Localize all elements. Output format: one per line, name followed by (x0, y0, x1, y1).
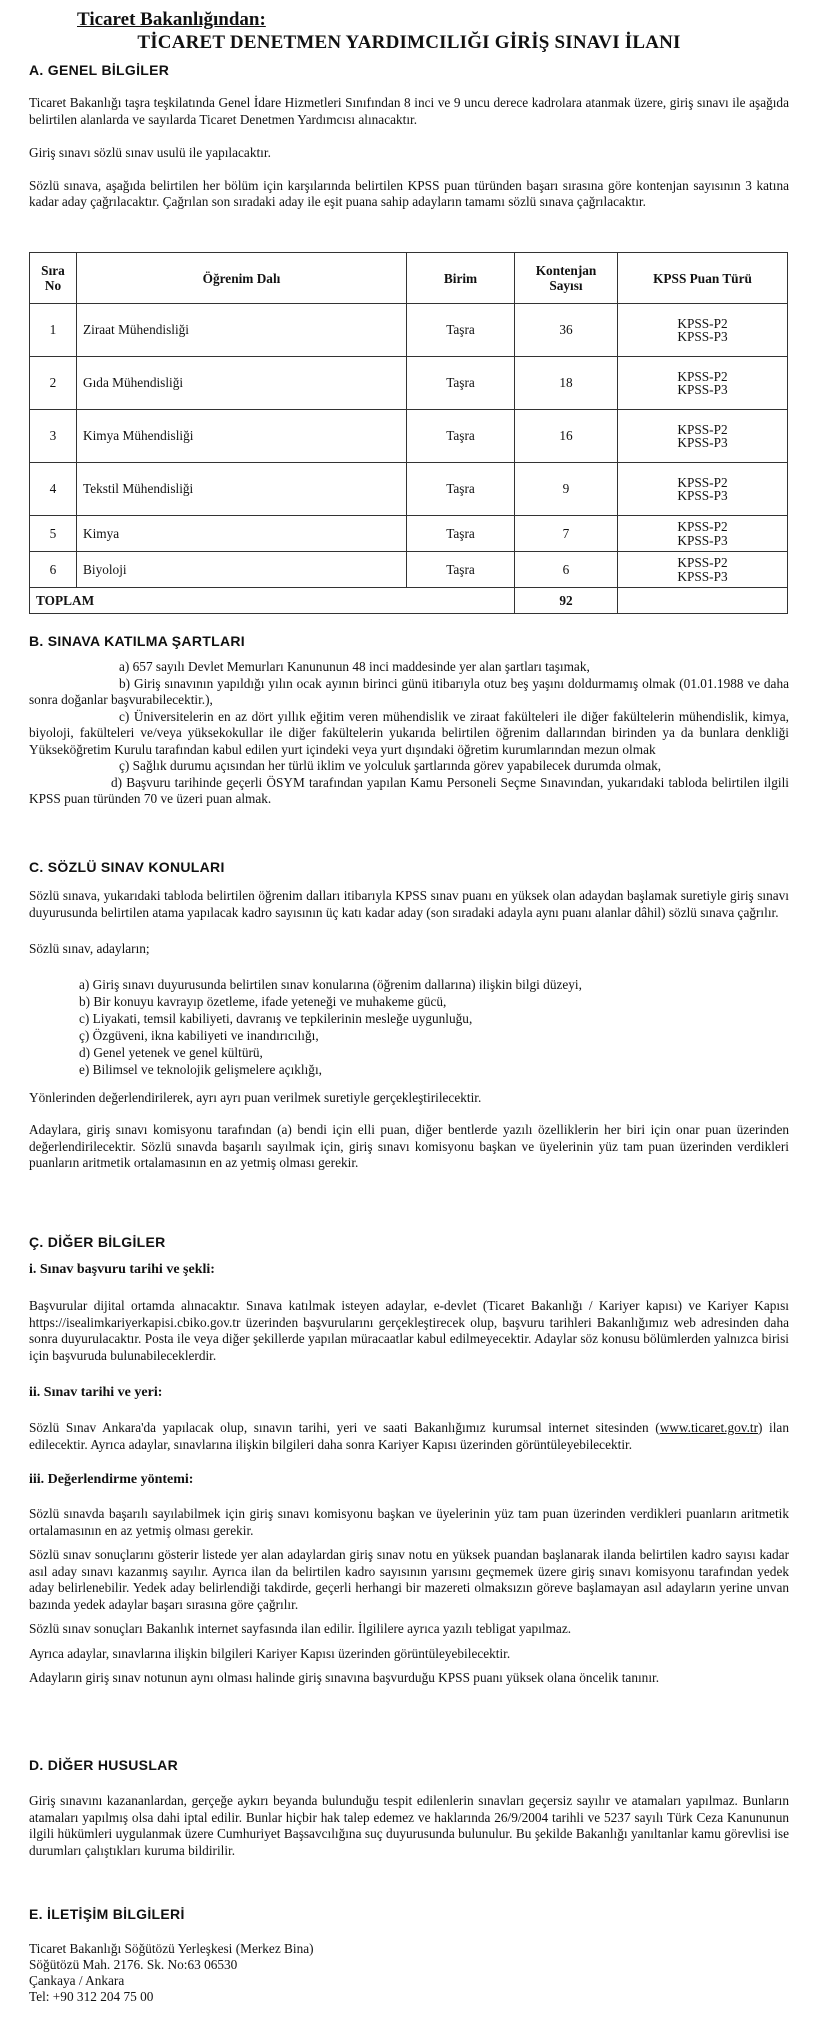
cell-kontenjan: 9 (515, 463, 618, 516)
table-row (30, 357, 788, 410)
list-item: d) Genel yetenek ve genel kültürü, (79, 1044, 263, 1060)
col-header-no: Sıra No (30, 253, 77, 304)
section-e-heading: E. İLETİŞİM BİLGİLERİ (29, 1906, 185, 1922)
kpss-p2: KPSS-P2 (677, 474, 728, 490)
contact-line: Söğütözü Mah. 2176. Sk. No:63 06530 (29, 1957, 238, 1972)
section-a-paragraph: Giriş sınavı sözlü sınav usulü ile yapılacaktır. (29, 145, 271, 160)
section-e (29, 1906, 789, 2005)
list-item: b) Bir konuyu kavrayıp özetleme, ifade yeteneği ve muhakeme gücü, (79, 993, 447, 1009)
section-c-paragraph: Sözlü sınava, yukarıdaki tabloda belirtilen öğrenim dalları itibarıyla KPSS sınav puanı en yüksek olan adaydan başlamak suretiyle giriş sınavı duyurusunda belirtilen atama yapılacak kadro sayısının üç katı kadar aday (son sıradaki adayla aynı puanı alanlar dâhil) sözlü sınava çağrılır. (29, 888, 789, 920)
cell-no: 4 (30, 463, 77, 516)
contact-info (29, 1941, 789, 2005)
header (29, 9, 789, 54)
exam-place-text: Sözlü Sınav Ankara'da yapılacak olup, sınavın tarihi, yeri ve saati Bakanlığımız kurumsal internet sitesinden ( (29, 1420, 660, 1435)
cell-birim: Taşra (407, 410, 515, 463)
section-b (29, 633, 789, 808)
kpss-p2: KPSS-P2 (677, 555, 728, 570)
cell-kpss (618, 410, 788, 463)
org-title: Ticaret Bakanlığından: (77, 9, 266, 30)
table-total-row (30, 588, 788, 614)
condition-c: c) Üniversitelerin en az dört yıllık eğitim veren mühendislik ve ziraat fakülteleri ile diğer fakültelerin mühendislik, kimya, biyoloji, fakülteleri ve/veya yüksekokullar ile diğer fakültelerin yukarıda belirtilen öğrenim dallarından birinden ya da bunlara denkliği Yükseköğretim Kurulu tarafından kabul edilen yurt içindeki veya yurt dışındaki öğretim kurumlarından mezun olmak (29, 708, 789, 757)
cell-kontenjan: 18 (515, 357, 618, 410)
cell-kontenjan: 36 (515, 304, 618, 357)
list-item: c) Liyakati, temsil kabiliyeti, davranış ve tepkilerinin mesleğe uygunluğu, (79, 1010, 473, 1026)
subsection-iii-paragraph: Sözlü sınav sonuçları Bakanlık internet sayfasında ilan edilir. İlgililere ayrıca yazılı tebligat yapılmaz. (29, 1621, 572, 1636)
contact-phone: Tel: +90 312 204 75 00 (29, 1989, 154, 2004)
evaluation-criteria-list (29, 976, 789, 1078)
kpss-p3: KPSS-P3 (677, 382, 728, 397)
subsection-ii-paragraph (29, 1420, 789, 1453)
section-a (29, 62, 789, 211)
cell-birim: Taşra (407, 357, 515, 410)
subsection-iii-heading: iii. Değerlendirme yöntemi: (29, 1472, 194, 1487)
section-d-paragraph: Giriş sınavını kazananlardan, gerçeğe aykırı beyanda bulunduğu tespit edilenlerin sınavları geçersiz sayılır ve atamaları yapılmaz. Bunların atamaları yapılmış olsa dahi iptal edilir. Bunlar hiçbir hak talep edemez ve haklarında 26/9/2004 tarihli ve 5237 sayılı Türk Ceza Kanununun ilgili hükümleri uygulanmak üzere Cumhuriyet Başsavcılığına suç duyurusunda bulunulur. Bu şekilde Bakanlığı yanıltanlar kamu görevlisi ise durumları çalıştıkları kuruma bildirilir. (29, 1793, 789, 1858)
kpss-p3: KPSS-P3 (677, 329, 728, 344)
kpss-p2: KPSS-P2 (677, 368, 728, 384)
cell-kpss (618, 552, 788, 588)
cell-birim: Taşra (407, 516, 515, 552)
table-row (30, 304, 788, 357)
cell-kontenjan: 16 (515, 410, 618, 463)
section-c-heading: C. SÖZLÜ SINAV KONULARI (29, 859, 225, 875)
cell-no: 2 (30, 357, 77, 410)
section-c (29, 859, 789, 1172)
table-row (30, 552, 788, 588)
section-d (29, 1757, 789, 1859)
subsection-i-heading: i. Sınav başvuru tarihi ve şekli: (29, 1262, 215, 1277)
section-d-heading: D. DİĞER HUSUSLAR (29, 1757, 178, 1773)
kpss-p3: KPSS-P3 (677, 568, 728, 584)
cell-dal: Kimya (77, 516, 407, 552)
kpss-p3: KPSS-P3 (677, 532, 728, 548)
condition-cc: ç) Sağlık durumu açısından her türlü iklim ve yolculuk şartlarında görev yapabilecek durumda olmak, (119, 758, 662, 773)
kpss-p2: KPSS-P2 (677, 315, 728, 331)
kpss-p2: KPSS-P2 (677, 421, 728, 437)
cell-kpss (618, 516, 788, 552)
table-row (30, 463, 788, 516)
page-title: TİCARET DENETMEN YARDIMCILIĞI GİRİŞ SINAVI İLANI (137, 32, 681, 53)
cell-birim: Taşra (407, 304, 515, 357)
cell-dal: Ziraat Mühendisliği (77, 304, 407, 357)
cell-birim: Taşra (407, 552, 515, 588)
kpss-p3: KPSS-P3 (677, 488, 728, 503)
col-header-birim: Birim (407, 253, 515, 304)
kpss-p3: KPSS-P3 (677, 435, 728, 450)
cell-dal: Gıda Mühendisliği (77, 357, 407, 410)
subsection-iii-paragraph: Ayrıca adaylar, sınavlarına ilişkin bilgileri Kariyer Kapısı üzerinden görüntüleyebilecektir. (29, 1645, 511, 1661)
list-item: a) Giriş sınavı duyurusunda belirtilen sınav konularına (öğrenim dallarına) ilişkin bilgi düzeyi, (79, 976, 582, 992)
contact-line: Çankaya / Ankara (29, 1973, 125, 1988)
cell-no: 1 (30, 304, 77, 357)
exam-place-text-end: ) ilan edilecektir. Ayrıca adaylar, sınavlarına ilişkin bilgileri daha sonra Kariyer Kapısı üzerinden görüntüleyebilecektir. (29, 1420, 789, 1452)
cell-kontenjan: 7 (515, 516, 618, 552)
col-header-dal: Öğrenim Dalı (77, 253, 407, 304)
quota-table (29, 252, 788, 614)
cell-birim: Taşra (407, 463, 515, 516)
subsection-iii-paragraph: Adayların giriş sınav notunun aynı olması halinde giriş sınavına başvurduğu KPSS puanı yüksek olana öncelik tanınır. (29, 1670, 660, 1685)
cell-dal: Tekstil Mühendisliği (77, 463, 407, 516)
cell-kpss (618, 357, 788, 410)
cell-kpss (618, 463, 788, 516)
table-row (30, 410, 788, 463)
col-header-kpss: KPSS Puan Türü (618, 253, 788, 304)
condition-b: b) Giriş sınavının yapıldığı yılın ocak ayının birinci günü itibarıyla otuz beş yaşını doldurmamış olmak (01.01.1988 ve daha sonra doğanlar başvurabilecektir.), (29, 675, 789, 707)
contact-line: Ticaret Bakanlığı Söğütözü Yerleşkesi (Merkez Bina) (29, 1941, 314, 1956)
cell-kpss (618, 304, 788, 357)
list-item: e) Bilimsel ve teknolojik gelişmelere açıklığı, (79, 1061, 322, 1077)
subsection-ii-heading: ii. Sınav tarihi ve yeri: (29, 1385, 163, 1400)
section-cc (29, 1234, 789, 1687)
section-c-paragraph: Yönlerinden değerlendirilerek, ayrı ayrı puan verilmek suretiyle gerçekleştirilecektir. (29, 1089, 482, 1105)
condition-d: d) Başvuru tarihinde geçerli ÖSYM tarafından yapılan Kamu Personeli Seçme Sınavından, yukarıdaki tabloda belirtilen ilgili KPSS puan türünden 70 ve üzeri puan almak. (29, 774, 789, 806)
subsection-iii-paragraph: Sözlü sınavda başarılı sayılabilmek için giriş sınavı komisyonu başkan ve üyelerinin yüz tam puan üzerinden verdikleri puanların aritmetik ortalamasının en az yetmiş olması gerekir. (29, 1506, 789, 1538)
section-c-paragraph: Adaylara, giriş sınavı komisyonu tarafından (a) bendi için elli puan, diğer bentlerde yazılı özelliklerin her biri için onar puan üzerinden değerlendirilecektir. Sözlü sınavda başarılı sayılmak için, giriş sınavı komisyonu başkan ve üyelerinin yüz tam puan üzerinden verdikleri puanların aritmetik ortalamasının en az yetmiş olması gerekir. (29, 1122, 789, 1170)
section-a-paragraph: Ticaret Bakanlığı taşra teşkilatında Genel İdare Hizmetleri Sınıfından 8 inci ve 9 uncu derece kadrolara atanmak üzere, giriş sınavı ile aşağıda belirtilen alanlarda ve sayılarda Ticaret Denetmen Yardımcısı alınacaktır. (29, 95, 789, 127)
condition-a: a) 657 sayılı Devlet Memurları Kanununun 48 inci maddesinde yer alan şartları taşımak, (119, 659, 590, 674)
total-label: TOPLAM (30, 588, 515, 614)
section-cc-heading: Ç. DİĞER BİLGİLER (29, 1234, 166, 1250)
section-c-paragraph: Sözlü sınav, adayların; (29, 941, 150, 956)
total-value: 92 (515, 588, 618, 614)
cell-no: 5 (30, 516, 77, 552)
cell-dal: Biyoloji (77, 552, 407, 588)
table-header-row (30, 253, 788, 304)
cell-no: 6 (30, 552, 77, 588)
cell-dal: Kimya Mühendisliği (77, 410, 407, 463)
total-empty-cell (618, 588, 788, 614)
section-b-heading: B. SINAVA KATILMA ŞARTLARI (29, 633, 245, 649)
subsection-iii-paragraph: Sözlü sınav sonuçlarını gösterir listede yer alan adaylardan giriş sınav notu en yüksek puandan başlanarak ilanda belirtilen kadro sayısı kadar asıl aday sınavı kazanmış sayılır. Ayrıca ilan da belirtilen kadro sayısının yarısını geçmemek üzere giriş sınavı komisyonu tarafından yedek aday belirlenebilir. Yedek aday belirlendiği takdirde, geçerli herhangi bir mazereti olmaksızın göreve başlamayan asıl adayların yerine unvan bazında yedek adaylar başarı sırasına göre çağrılır. (29, 1547, 789, 1612)
list-item: ç) Özgüveni, ikna kabiliyeti ve inandırıcılığı, (79, 1027, 319, 1043)
cell-kontenjan: 6 (515, 552, 618, 588)
ministry-website-link[interactable]: www.ticaret.gov.tr (659, 1420, 759, 1435)
section-a-heading: A. GENEL BİLGİLER (29, 62, 170, 78)
col-header-kontenjan: Kontenjan Sayısı (515, 253, 618, 304)
cell-no: 3 (30, 410, 77, 463)
section-a-paragraph: Sözlü sınava, aşağıda belirtilen her bölüm için karşılarında belirtilen KPSS puan türünden başarı sırasına göre kontenjan sayısının 3 katına kadar aday çağrılacaktır. Çağrılan son sıradaki aday ile eşit puana sahip adayların tamamı sözlü sınava çağrılacaktır. (29, 177, 789, 209)
quota-table-wrap (29, 252, 788, 614)
kpss-p2: KPSS-P2 (677, 519, 728, 534)
subsection-i-paragraph: Başvurular dijital ortamda alınacaktır. Sınava katılmak isteyen adaylar, e-devlet (Ticaret Bakanlığı / Kariyer kapısı) ve Kariyer Kapısı https://isealimkariyerkapisi.cbiko.gov.tr üzerinden başvurularını gerçekleştirecek olup, başvuru tarihleri Bakanlığımız web adresinden daha sonra duyurulacaktır. Posta ile veya diğer şekillerde yapılan müracaatlar kabul edilmeyecektir. Adaylar söz konusu bölümlerden yalnızca birisi için başvuruda bulunabileceklerdir. (29, 1298, 789, 1363)
table-row (30, 516, 788, 552)
